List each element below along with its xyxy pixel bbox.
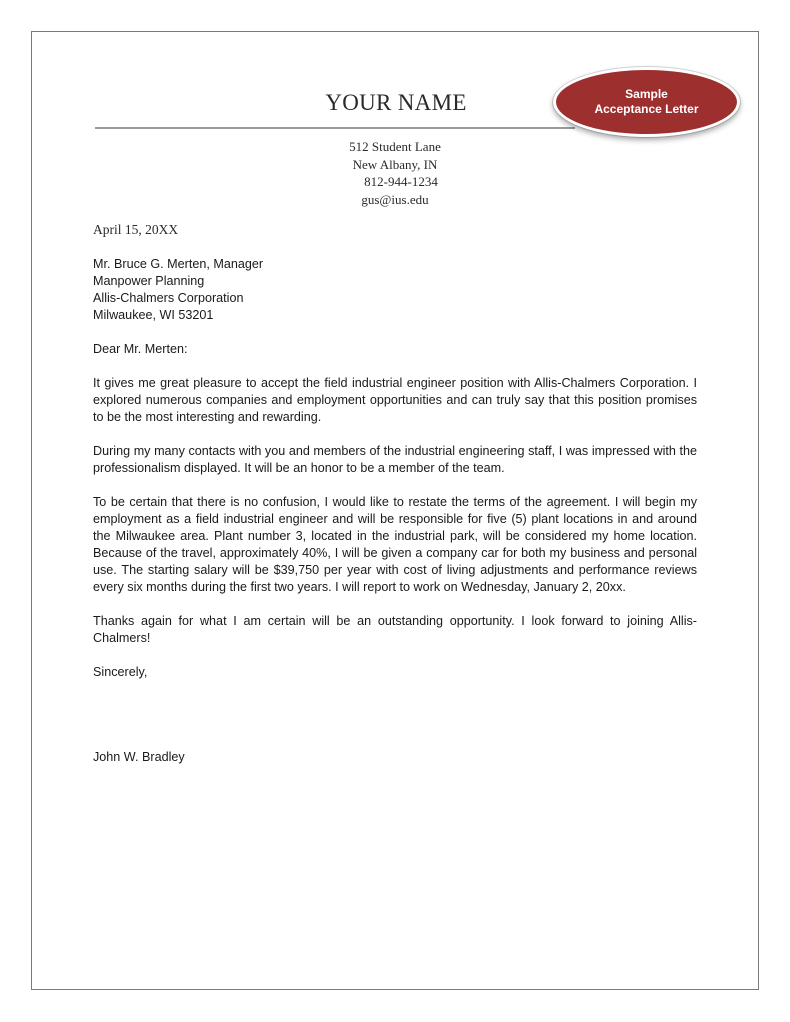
closing: Sincerely, [93, 665, 148, 679]
letter-body [93, 256, 697, 766]
recipient-department: Manpower Planning [93, 274, 205, 288]
badge-line-2: Acceptance Letter [594, 102, 699, 116]
recipient-company: Allis-Chalmers Corporation [93, 291, 244, 305]
body-paragraph-1: It gives me great pleasure to accept the field industrial engineer position with Allis-Chalmers Corporation. I explored numerous companies and employment opportunities and can truly say that this position promises to be the most interesting and rewarding. [93, 376, 697, 424]
recipient-city: Milwaukee, WI 53201 [93, 308, 214, 322]
badge-line-1: Sample [625, 87, 668, 101]
sample-badge [553, 67, 740, 137]
header-divider [95, 127, 575, 129]
salutation: Dear Mr. Merten: [93, 342, 188, 356]
recipient-name: Mr. Bruce G. Merten, Manager [93, 257, 264, 271]
body-paragraph-3: To be certain that there is no confusion, I would like to restate the terms of the agreement. I will begin my employment as a field industrial engineer and will be responsible for five (5) plant locations in and around the Milwaukee area. Plant number 3, located in the industrial park, will be considered my home location. Because of the travel, approximately 40%, I will be given a company car for both my business and personal use. The starting salary will be $39,750 per year with cost of living adjustments and performance reviews every six months during the first two years. I will report to work on Wednesday, January 2, 20xx. [93, 495, 697, 594]
contact-city: New Albany, IN [352, 156, 438, 172]
contact-email: gus@ius.edu [361, 191, 429, 207]
recipient-address [93, 256, 697, 324]
contact-phone: 812-944-1234 [364, 174, 438, 189]
body-paragraph-4: Thanks again for what I am certain will be an outstanding opportunity. I look forward to joining Allis-Chalmers! [93, 614, 697, 645]
contact-street: 512 Student Lane [349, 139, 441, 154]
contact-block [300, 138, 490, 208]
body-paragraph-2: During my many contacts with you and members of the industrial engineering staff, I was impressed with the professionalism displayed. It will be an honor to be a member of the team. [93, 444, 697, 475]
name-heading: YOUR NAME [325, 90, 467, 115]
signature: John W. Bradley [93, 750, 185, 764]
letter-date: April 15, 20XX [93, 222, 179, 237]
